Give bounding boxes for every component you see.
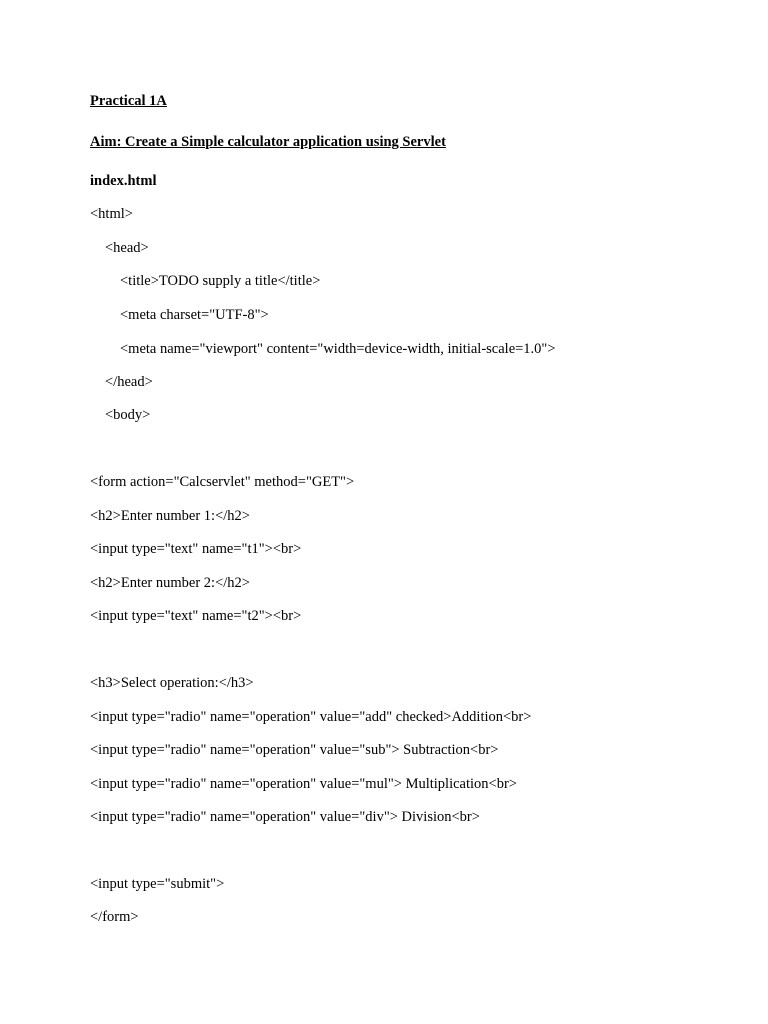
practical-heading: Practical 1A <box>90 93 167 109</box>
code-line: <html> <box>90 206 133 222</box>
code-line: <form action="Calcservlet" method="GET"> <box>90 474 355 490</box>
code-line: </head> <box>105 374 153 390</box>
code-line: <input type="text" name="t2"><br> <box>90 608 302 624</box>
code-line: <input type="radio" name="operation" value="add" checked>Addition<br> <box>90 709 532 725</box>
file-name-heading: index.html <box>90 173 157 189</box>
code-line: <input type="submit"> <box>90 876 225 892</box>
code-line: <input type="radio" name="operation" value="sub"> Subtraction<br> <box>90 742 499 758</box>
code-line: <input type="radio" name="operation" value="div"> Division<br> <box>90 809 480 825</box>
code-line: <body> <box>105 407 151 423</box>
code-line: <h2>Enter number 1:</h2> <box>90 508 250 524</box>
code-line: </form> <box>90 909 139 925</box>
code-line: <input type="radio" name="operation" value="mul"> Multiplication<br> <box>90 776 517 792</box>
code-line: <head> <box>105 240 149 256</box>
code-line: <meta name="viewport" content="width=device-width, initial-scale=1.0"> <box>120 341 556 357</box>
code-line: <title>TODO supply a title</title> <box>120 273 321 289</box>
code-line: <h3>Select operation:</h3> <box>90 675 254 691</box>
aim-heading: Aim: Create a Simple calculator application using Servlet <box>90 134 446 150</box>
code-line: <meta charset="UTF-8"> <box>120 307 269 323</box>
code-line: <h2>Enter number 2:</h2> <box>90 575 250 591</box>
code-line: <input type="text" name="t1"><br> <box>90 541 302 557</box>
